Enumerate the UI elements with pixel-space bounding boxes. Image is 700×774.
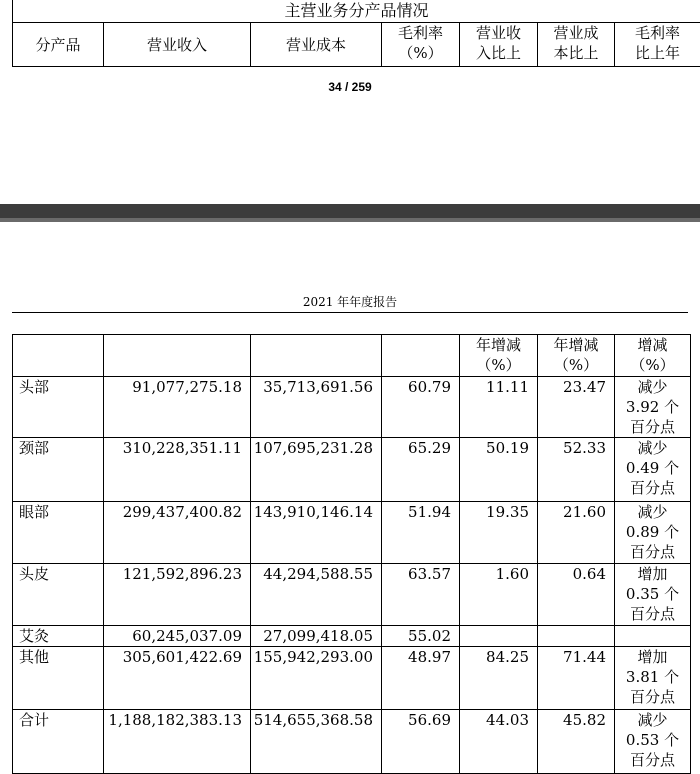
header-cost-yoy: 营业成 本比上 xyxy=(538,23,615,67)
cell-gross-margin: 51.94 xyxy=(382,502,460,564)
margin-change-line: 增加 xyxy=(615,564,690,584)
cell-gross-margin: 65.29 xyxy=(382,438,460,502)
cell-gross-margin: 63.57 xyxy=(382,564,460,626)
cell-product: 合计 xyxy=(13,710,104,774)
margin-change-line: 百分点 xyxy=(615,604,690,624)
cell-cost-yoy: 71.44 xyxy=(538,647,615,710)
table-row xyxy=(13,502,691,564)
margin-change-line: 百分点 xyxy=(615,750,690,770)
cell-gross-margin: 48.97 xyxy=(382,647,460,710)
cell-cost-yoy: 0.64 xyxy=(538,564,615,626)
cell-margin-change xyxy=(615,377,691,438)
cell-product: 头皮 xyxy=(13,564,104,626)
cell-cost-yoy xyxy=(538,626,615,647)
data-rows xyxy=(13,377,691,774)
margin-change-line: 0.35 个 xyxy=(615,584,690,604)
page-gap-divider-shadow xyxy=(0,218,700,222)
cell-margin-change xyxy=(615,647,691,710)
cell-revenue-yoy: 11.11 xyxy=(460,377,538,438)
header-rule xyxy=(12,312,688,313)
page-gap-divider xyxy=(0,204,700,218)
header-cost-yoy-cont: 年增减 （%） xyxy=(538,335,615,377)
product-segment-table-top xyxy=(12,0,700,67)
margin-change-line: 减少 xyxy=(615,710,690,730)
cell-margin-change xyxy=(615,438,691,502)
table-row xyxy=(13,647,691,710)
header-margin-change-cont: 增减 （%） xyxy=(615,335,691,377)
margin-change-line: 减少 xyxy=(615,377,690,397)
margin-change-line: 百分点 xyxy=(615,687,690,707)
header-empty-margin xyxy=(382,335,460,377)
cell-gross-margin: 55.02 xyxy=(382,626,460,647)
cell-revenue-yoy: 50.19 xyxy=(460,438,538,502)
header-revenue-yoy: 营业收 入比上 xyxy=(460,23,538,67)
cell-revenue-yoy xyxy=(460,626,538,647)
cell-revenue: 305,601,422.69 xyxy=(104,647,251,710)
cell-revenue-yoy: 1.60 xyxy=(460,564,538,626)
cell-revenue: 121,592,896.23 xyxy=(104,564,251,626)
header-empty-revenue xyxy=(104,335,251,377)
margin-change-line: 减少 xyxy=(615,502,690,522)
margin-change-line: 百分点 xyxy=(615,478,690,498)
margin-change-line: 减少 xyxy=(615,438,690,458)
report-header: 2021 年年度报告 xyxy=(0,293,700,310)
header-cost: 营业成本 xyxy=(251,23,382,67)
cell-cost: 44,294,588.55 xyxy=(251,564,382,626)
cell-cost-yoy: 21.60 xyxy=(538,502,615,564)
product-segment-table-continued xyxy=(12,334,691,774)
page-number: 34 / 259 xyxy=(0,80,700,94)
margin-change-line: 3.81 个 xyxy=(615,667,690,687)
cell-product: 其他 xyxy=(13,647,104,710)
header-margin-change: 毛利率 比上年 xyxy=(615,23,700,67)
cell-cost: 143,910,146.14 xyxy=(251,502,382,564)
margin-change-line: 百分点 xyxy=(615,417,690,437)
table-row xyxy=(13,564,691,626)
continued-header-row xyxy=(13,335,691,377)
cell-revenue: 1,188,182,383.13 xyxy=(104,710,251,774)
cell-gross-margin: 60.79 xyxy=(382,377,460,438)
cell-product: 颈部 xyxy=(13,438,104,502)
margin-change-line: 0.49 个 xyxy=(615,458,690,478)
cell-gross-margin: 56.69 xyxy=(382,710,460,774)
cell-revenue: 299,437,400.82 xyxy=(104,502,251,564)
cell-product: 眼部 xyxy=(13,502,104,564)
cell-margin-change xyxy=(615,626,691,647)
table-row xyxy=(13,710,691,774)
cell-revenue: 60,245,037.09 xyxy=(104,626,251,647)
table-row xyxy=(13,377,691,438)
margin-change-line: 0.89 个 xyxy=(615,522,690,542)
cell-margin-change xyxy=(615,564,691,626)
cell-revenue: 91,077,275.18 xyxy=(104,377,251,438)
cell-cost: 107,695,231.28 xyxy=(251,438,382,502)
header-gross-margin: 毛利率 （%） xyxy=(382,23,460,67)
margin-change-line: 百分点 xyxy=(615,542,690,562)
margin-change-line: 0.53 个 xyxy=(615,730,690,750)
cell-cost: 35,713,691.56 xyxy=(251,377,382,438)
cell-cost: 514,655,368.58 xyxy=(251,710,382,774)
header-revenue: 营业收入 xyxy=(104,23,251,67)
cell-margin-change xyxy=(615,502,691,564)
cell-cost-yoy: 52.33 xyxy=(538,438,615,502)
cell-product: 头部 xyxy=(13,377,104,438)
cell-revenue-yoy: 19.35 xyxy=(460,502,538,564)
header-empty-cost xyxy=(251,335,382,377)
cell-margin-change xyxy=(615,710,691,774)
section-title: 主营业务分产品情况 xyxy=(13,0,700,23)
header-empty-product xyxy=(13,335,104,377)
table-row xyxy=(13,438,691,502)
cell-revenue-yoy: 44.03 xyxy=(460,710,538,774)
cell-cost: 155,942,293.00 xyxy=(251,647,382,710)
table-row xyxy=(13,626,691,647)
cell-revenue-yoy: 84.25 xyxy=(460,647,538,710)
margin-change-line: 增加 xyxy=(615,647,690,667)
cell-cost-yoy: 45.82 xyxy=(538,710,615,774)
cell-cost: 27,099,418.05 xyxy=(251,626,382,647)
cell-product: 艾灸 xyxy=(13,626,104,647)
margin-change-line: 3.92 个 xyxy=(615,397,690,417)
header-revenue-yoy-cont: 年增减 （%） xyxy=(460,335,538,377)
cell-cost-yoy: 23.47 xyxy=(538,377,615,438)
header-product: 分产品 xyxy=(13,23,104,67)
cell-revenue: 310,228,351.11 xyxy=(104,438,251,502)
